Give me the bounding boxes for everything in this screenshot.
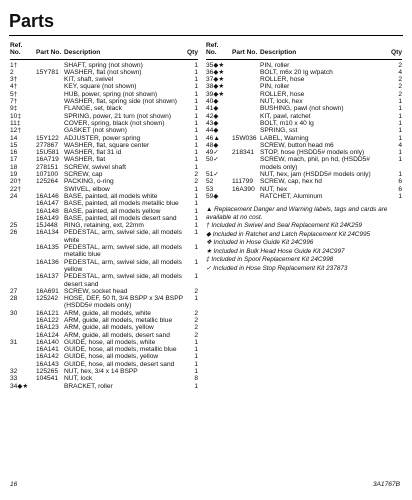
description-cell: BASE, painted, all models white [64, 192, 158, 200]
ref-cell: 18 [10, 163, 18, 171]
table-row [10, 208, 198, 215]
description-cell: NUT, hex [260, 185, 288, 193]
description-cell: PEDESTAL, arm, swivel side, all models yellow [64, 258, 182, 273]
description-cell: WASHER, flat 31 id [64, 149, 122, 157]
table-row [206, 127, 402, 134]
part-number-cell: 16A141 [36, 346, 59, 354]
description-cell: ARM, guide, all models, metallic blue [64, 316, 173, 324]
part-number-cell: 104541 [36, 375, 59, 383]
ref-cell: 41◆ [206, 105, 219, 113]
description-cell: ARM, guide, all models, yellow [64, 324, 154, 332]
description-cell: RATCHET, Aluminum [260, 192, 323, 200]
qty-cell: 1 [398, 134, 402, 142]
ref-cell: 48◆ [206, 141, 219, 149]
description-cell: GASKET (not shown) [64, 127, 127, 135]
ref-cell: 44◆ [206, 127, 219, 135]
qty-cell: 1 [194, 273, 198, 281]
part-number-cell: 111799 [232, 178, 254, 186]
qty-header: Qty [187, 49, 198, 57]
qty-cell: 1 [194, 222, 198, 230]
table-row [206, 98, 402, 105]
part-number-cell: 15Y122 [36, 134, 59, 142]
ref-cell: 5† [10, 90, 18, 98]
part-number-cell: 107100 [36, 171, 59, 179]
qty-cell: 2 [194, 309, 198, 317]
ref-cell: 35◆★ [206, 61, 225, 69]
qty-cell: 1 [194, 353, 198, 361]
table-header [206, 42, 402, 57]
footnotes [206, 206, 402, 272]
qty-cell: 6 [398, 178, 402, 186]
table-row [206, 120, 402, 127]
description-cell: BRACKET, roller [64, 382, 113, 390]
table-row [206, 193, 402, 200]
table-row [10, 346, 198, 353]
description-cell: SHAFT, spring (not shown) [64, 61, 143, 69]
part-number-cell: 15Y781 [36, 68, 59, 76]
ref-cell: 34◆★ [10, 382, 29, 390]
description-cell: SPRING, sst [260, 127, 298, 135]
description-cell: BASE, painted, all models metallic blue [64, 200, 179, 208]
qty-cell: 1 [194, 61, 198, 69]
ref-cell: 50✓ [206, 156, 219, 164]
table-row [206, 91, 402, 98]
ref-header-line1: Ref. [10, 42, 23, 49]
table-row [10, 361, 198, 368]
table-row [10, 368, 198, 375]
page-title: Parts [9, 11, 55, 31]
qty-cell: 1 [398, 119, 402, 127]
description-cell: PIN, roller [260, 83, 290, 91]
part-number-cell: 277867 [36, 141, 59, 149]
ref-cell: 28 [10, 295, 18, 303]
qty-cell: 1 [194, 149, 198, 157]
description-cell: ROLLER, hose [260, 90, 305, 98]
description-cell: LABEL, Warning [260, 134, 309, 142]
qty-cell: 1 [194, 207, 198, 215]
description-cell: SCREW, cap [64, 171, 103, 179]
qty-cell: 2 [398, 90, 402, 98]
qty-cell: 8 [194, 375, 198, 383]
qty-cell: 1 [194, 258, 198, 266]
part-number-cell: 16A135 [36, 244, 59, 252]
description-cell: PACKING, o-ring [64, 178, 114, 186]
description-cell: HOSE, DEF, 50 ft, 3/4 BSPP x 3/4 BSPP (HSDD5# models only) [64, 295, 183, 310]
ref-cell: 19 [10, 171, 18, 179]
qty-cell: 1 [194, 119, 198, 127]
qty-cell: 2 [194, 331, 198, 339]
description-cell: HUB, power, spring (not shown) [64, 90, 158, 98]
qty-cell: 1 [194, 112, 198, 120]
ref-cell: 14 [10, 134, 18, 142]
description-cell: WASHER, flat, spring side (not shown) [64, 98, 177, 106]
table-row [10, 353, 198, 360]
table-row [10, 273, 198, 288]
table-row [10, 375, 198, 382]
part-number-cell: 15W036 [232, 134, 257, 142]
description-cell: KIT, shaft, swivel [64, 76, 114, 84]
ref-cell: 3† [10, 76, 18, 84]
table-row [10, 135, 198, 142]
ref-cell: 1† [10, 61, 18, 69]
description-cell: ADJUSTER, power spring [64, 134, 141, 142]
description-cell: PEDESTAL, arm, swivel side, all models desert sand [64, 273, 182, 288]
part-number-cell: 16A137 [36, 273, 59, 281]
footnote: ◆ Included in Ratchet and Latch Replacement Kit 24C995 [206, 230, 371, 238]
table-row [206, 178, 402, 185]
part-number-cell: 16A691 [36, 287, 59, 295]
ref-cell: 31 [10, 338, 18, 346]
part-number-cell: 218341 [232, 149, 255, 157]
qty-cell: 1 [398, 98, 402, 106]
qty-cell: 1 [194, 192, 198, 200]
description-cell: BOLT, m10 x 40 lg [260, 119, 314, 127]
table-row [10, 244, 198, 259]
qty-cell: 1 [398, 156, 402, 164]
ref-cell: 25 [10, 222, 18, 230]
qty-cell: 2 [194, 178, 198, 186]
description-cell: ARM, guide, all models, white [64, 309, 151, 317]
qty-cell: 1 [194, 98, 198, 106]
qty-cell: 1 [194, 83, 198, 91]
table-row [206, 62, 402, 69]
description-cell: KIT, pawl, ratchet [260, 112, 311, 120]
table-row [206, 156, 402, 171]
parts-table-left [10, 42, 198, 390]
description-cell: SCREW, cap, hex hd [260, 178, 322, 186]
ref-header [10, 42, 36, 57]
qty-cell: 1 [398, 192, 402, 200]
part-number-cell: 16A122 [36, 316, 59, 324]
part-number-cell: 15J448 [36, 222, 58, 230]
ref-cell: 53 [206, 185, 214, 193]
ref-cell: 11‡ [10, 119, 21, 127]
ref-cell: 15 [10, 141, 18, 149]
table-row [10, 149, 198, 156]
table-row [10, 186, 198, 193]
part-header: Part No. [232, 49, 258, 57]
ref-cell: 51✓ [206, 171, 219, 179]
part-number-cell: 15U581 [36, 149, 60, 157]
table-row [10, 324, 198, 331]
table-row [206, 142, 402, 149]
table-row [206, 186, 402, 193]
ref-header [206, 42, 232, 57]
part-number-cell: 125264 [36, 178, 59, 186]
qty-cell: 2 [194, 287, 198, 295]
ref-header-line1: Ref. [206, 42, 219, 49]
description-cell: BASE, painted, all models desert sand [64, 214, 177, 222]
ref-cell: 12† [10, 127, 22, 135]
qty-cell: 1 [194, 105, 198, 113]
footnote: ▲ Replacement Danger and Warning labels, tags and cards are available at no cost. [206, 206, 388, 221]
part-number-cell: 16A148 [36, 207, 59, 215]
header-divider [206, 59, 402, 60]
page-number: 16 [10, 481, 18, 488]
qty-header: Qty [391, 49, 402, 57]
table-row [10, 69, 198, 76]
table-row [206, 83, 402, 90]
description-cell: FLANGE, set, black [64, 105, 122, 113]
footnote: † Included in Swivel and Seal Replacement Kit 24K259 [206, 222, 362, 230]
part-number-cell: 278151 [36, 163, 59, 171]
ref-cell: 26 [10, 229, 18, 237]
part-number-cell: 16A149 [36, 214, 59, 222]
description-cell: BASE, painted, all models yellow [64, 207, 161, 215]
table-row [10, 222, 198, 229]
description-cell: COVER, spring, black (not shown) [64, 119, 165, 127]
table-header [10, 42, 198, 57]
part-number-cell: 16A390 [232, 185, 255, 193]
table-row [10, 178, 198, 185]
description-cell: SCREW, button head m6 [260, 141, 334, 149]
qty-cell: 2 [194, 324, 198, 332]
description-cell: PIN, roller [260, 61, 290, 69]
qty-cell: 1 [194, 368, 198, 376]
table-row [206, 113, 402, 120]
ref-cell: 42◆ [206, 112, 219, 120]
qty-cell: 2 [398, 76, 402, 84]
description-cell: RING, retaining, ext, 22mm [64, 222, 144, 230]
ref-cell: 52 [206, 178, 214, 186]
ref-cell: 10‡ [10, 112, 22, 120]
qty-cell: 4 [398, 68, 402, 76]
ref-cell: 16 [10, 149, 18, 157]
qty-cell: 1 [194, 76, 198, 84]
part-number-cell: 16A146 [36, 192, 59, 200]
qty-cell: 2 [194, 316, 198, 324]
qty-cell: 1 [194, 163, 198, 171]
table-row [206, 135, 402, 142]
ref-cell: 22† [10, 185, 22, 193]
part-number-cell: 125242 [36, 295, 59, 303]
part-header: Part No. [36, 49, 62, 57]
qty-cell: 1 [194, 382, 198, 390]
footnote: ✓ Included in Hose Stop Replacement Kit 237873 [206, 264, 348, 272]
qty-cell: 1 [398, 105, 402, 113]
description-cell: ARM, guide, all models, desert sand [64, 331, 170, 339]
table-row [10, 288, 198, 295]
part-number-cell: 16A140 [36, 338, 59, 346]
ref-cell: 20† [10, 178, 22, 186]
footnote: ❖ Included in Hose Guide Kit 24C996 [206, 239, 314, 247]
ref-cell: 27 [10, 287, 18, 295]
description-cell: WASHER, flat (not shown) [64, 68, 142, 76]
document-number: 3A1767B [372, 481, 400, 488]
description-cell: NUT, lock [64, 375, 93, 383]
description-cell: SCREW, mach, phil, pn hd, (HSDD5# models only) [260, 156, 370, 171]
description-cell: NUT, hex, 3/4 x 14 BSPP [64, 368, 138, 376]
part-number-cell: 16A147 [36, 200, 59, 208]
ref-cell: 2 [10, 68, 14, 76]
desc-header: Description [64, 49, 101, 57]
part-number-cell: 16A142 [36, 353, 59, 361]
description-cell: GUIDE, hose, all models, yellow [64, 353, 159, 361]
table-row [10, 317, 198, 324]
table-row [10, 62, 198, 69]
table-row [206, 105, 402, 112]
qty-cell: 1 [194, 68, 198, 76]
table-row [10, 215, 198, 222]
part-number-cell: 125265 [36, 368, 59, 376]
title-rule [9, 35, 403, 36]
table-row [10, 76, 198, 83]
qty-cell: 1 [194, 346, 198, 354]
qty-cell: 2 [194, 171, 198, 179]
table-row [206, 171, 402, 178]
description-cell: BUSHING, pawl (not shown) [260, 105, 344, 113]
ref-cell: 7† [10, 98, 18, 106]
ref-cell: 39◆★ [206, 90, 225, 98]
qty-cell: 1 [398, 149, 402, 157]
ref-cell: 37◆★ [206, 76, 225, 84]
qty-cell: 1 [194, 90, 198, 98]
ref-cell: 4† [10, 83, 18, 91]
description-cell: WASHER, flat, square center [64, 141, 150, 149]
table-row [10, 156, 198, 163]
qty-cell: 6 [398, 185, 402, 193]
table-row [206, 76, 402, 83]
qty-cell: 1 [194, 134, 198, 142]
description-cell: NUT, lock, hex [260, 98, 303, 106]
desc-header: Description [260, 49, 297, 57]
table-row [10, 91, 198, 98]
qty-cell: 1 [194, 295, 198, 303]
description-cell: WASHER, flat [64, 156, 106, 164]
table-row [10, 383, 198, 390]
description-cell: BOLT, m6x 20 lg w/patch [260, 68, 333, 76]
description-cell: SWIVEL, elbow [64, 185, 110, 193]
table-row [10, 142, 198, 149]
left-rows [10, 62, 198, 390]
part-number-cell: 16A143 [36, 360, 59, 368]
ref-cell: 38◆★ [206, 83, 225, 91]
ref-cell: 49✓ [206, 149, 219, 157]
qty-cell: 1 [194, 214, 198, 222]
table-row [10, 295, 198, 310]
part-number-cell: 16A719 [36, 156, 59, 164]
description-cell: GUIDE, hose, all models, metallic blue [64, 346, 177, 354]
description-cell: SPRING, power, 21 turn (not shown) [64, 112, 172, 120]
ref-cell: 17 [10, 156, 18, 164]
part-number-cell: 16A124 [36, 331, 59, 339]
qty-cell: 1 [194, 360, 198, 368]
description-cell: PEDESTAL, arm, swivel side, all models white [64, 229, 182, 244]
table-row [10, 127, 198, 134]
qty-cell: 1 [194, 244, 198, 252]
table-row [10, 171, 198, 178]
description-cell: KEY, square (not shown) [64, 83, 137, 91]
ref-header-line2: No. [206, 49, 217, 57]
description-cell: PEDESTAL, arm, swivel side, all models metallic blue [64, 244, 182, 259]
part-number-cell: 16A136 [36, 258, 59, 266]
table-row [10, 98, 198, 105]
table-row [10, 310, 198, 317]
part-number-cell: 16A134 [36, 229, 59, 237]
footnote: ★ Included in Bulk Head Hose Guide Kit 24C997 [206, 247, 345, 255]
qty-cell: 1 [398, 112, 402, 120]
parts-table-right [206, 42, 402, 273]
qty-cell: 1 [398, 171, 402, 179]
qty-cell: 1 [194, 338, 198, 346]
qty-cell: 1 [194, 200, 198, 208]
table-row [10, 229, 198, 244]
ref-cell: 24 [10, 192, 18, 200]
ref-cell: 40◆ [206, 98, 219, 106]
ref-cell: 9‡ [10, 105, 18, 113]
ref-cell: 32 [10, 368, 18, 376]
table-row [10, 164, 198, 171]
ref-header-line2: No. [10, 49, 21, 57]
ref-cell: 46▲ [206, 134, 220, 142]
ref-cell: 59◆ [206, 192, 219, 200]
description-cell: GUIDE, hose, all models, white [64, 338, 156, 346]
qty-cell: 4 [398, 141, 402, 149]
description-cell: SCREW, socket head [64, 287, 128, 295]
table-row [10, 332, 198, 339]
description-cell: GUIDE, hose, all models, desert sand [64, 360, 175, 368]
header-divider [10, 59, 198, 60]
right-rows [206, 62, 402, 201]
qty-cell: 2 [398, 61, 402, 69]
qty-cell: 1 [194, 156, 198, 164]
qty-cell: 1 [194, 229, 198, 237]
ref-cell: 30 [10, 309, 18, 317]
ref-cell: 36◆★ [206, 68, 225, 76]
qty-cell: 1 [194, 127, 198, 135]
description-cell: ROLLER, hose [260, 76, 305, 84]
qty-cell: 1 [398, 127, 402, 135]
footnote: ‡ Included in Spool Replacement Kit 24C998 [206, 256, 334, 264]
description-cell: SCREW, swivel shaft [64, 163, 126, 171]
table-row [10, 120, 198, 127]
table-row [10, 259, 198, 274]
qty-cell: 2 [398, 83, 402, 91]
qty-cell: 1 [194, 141, 198, 149]
table-row [10, 200, 198, 207]
table-row [206, 149, 402, 156]
table-row [10, 105, 198, 112]
ref-cell: 33 [10, 375, 18, 383]
table-row [10, 193, 198, 200]
table-row [10, 113, 198, 120]
qty-cell: 1 [194, 185, 198, 193]
description-cell: STOP, hose (HSDD5# models only) [260, 149, 365, 157]
table-row [206, 69, 402, 76]
description-cell: NUT, hex, jam (HSDD5# models only) [260, 171, 371, 179]
part-number-cell: 16A121 [36, 309, 59, 317]
table-row [10, 83, 198, 90]
ref-cell: 43◆ [206, 119, 219, 127]
table-row [10, 339, 198, 346]
part-number-cell: 16A123 [36, 324, 59, 332]
